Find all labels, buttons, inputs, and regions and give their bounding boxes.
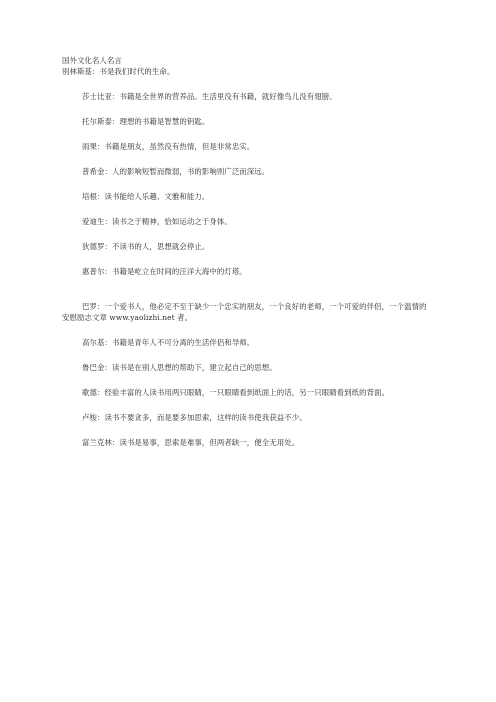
quote-edison: 爱迪生：读书之于精神，恰如运动之于身体。 [82, 217, 232, 226]
quote-goethe: 歌德：经验丰富的人读书用两只眼睛，一只眼睛看到纸面上的话，另一只眼睛看到纸的背面。 [82, 388, 390, 397]
quote-rubakin: 鲁巴金：读书是在别人思想的帮助下，建立起自己的思想。 [82, 363, 277, 372]
intro-quote: 别林斯基：书是我们时代的生命。 [62, 67, 175, 76]
quote-bacon: 培根：读书能给人乐趣、文雅和能力。 [82, 192, 210, 201]
document-title: 国外文化名人名言 [62, 56, 122, 65]
quote-shakespeare: 莎士比亚：书籍是全世界的营养品。生活里没有书籍，就好像鸟儿没有翅膀。 [82, 92, 337, 101]
quote-franklin: 富兰克林：读书是易事，思索是难事，但两者缺一，便全无用处。 [82, 438, 300, 447]
quote-rousseau: 卢梭：读书不要贪多，而是要多加思索，这样的读书使我获益不少。 [82, 413, 307, 422]
quote-tolstoy: 托尔斯泰：理想的书籍是智慧的钥匙。 [82, 117, 210, 126]
quote-barrow: 巴罗：一个爱书人，他必定不至于缺少一个忠实的朋友，一个良好的老师，一个可爱的伴侣，一个温情的安慰励志文章 www.yaolizhi.net 者。 [62, 302, 427, 322]
quote-hugo: 雨果：书籍是朋友，虽然没有热情，但是非常忠实。 [82, 142, 255, 151]
quote-whipple: 惠普尔：书籍是屹立在时间的汪洋大海中的灯塔。 [82, 267, 247, 276]
quote-diderot: 狄德罗：不读书的人，思想就会停止。 [82, 242, 210, 251]
quote-pushkin: 普希金：人的影响短暂而微弱，书的影响则广泛而深远。 [82, 167, 270, 176]
document-page [62, 55, 432, 462]
quote-gorky: 高尔基：书籍是青年人不可分离的生活伴侣和导师。 [82, 338, 255, 347]
